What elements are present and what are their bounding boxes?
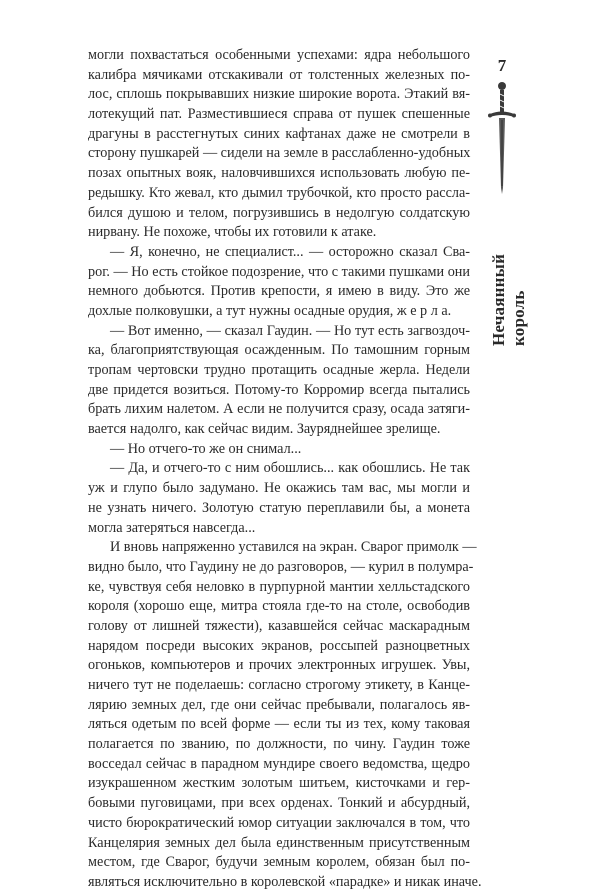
text-line: дохлые полковушки, а тут нужны осадные орудия, ж е р л а. [88, 302, 452, 319]
dagger-icon [487, 80, 517, 196]
page-number: 7 [497, 56, 507, 75]
running-title: Нечаянный король [489, 253, 528, 346]
text-line: видно было, что Гаудину не до разговоров, — курил в полумра- [88, 558, 474, 575]
text-line: короля (хорошо еще, митра стояла где-то на столе, освободив [88, 598, 470, 615]
text-line: — Но отчего-то же он снимал... [110, 440, 302, 457]
text-line: голову от лишней тяжести), казавшейся сейчас маскарадным [88, 617, 470, 634]
text-line: могли похвастаться особенными успехами: ядра небольшого [88, 47, 470, 63]
text-line: являться исключительно в королевской «парадке» и никак иначе. [88, 873, 482, 890]
text-line: бился душою и телом, погрузившись в недолгую солдатскую [88, 204, 470, 221]
text-line: сторону пушкарей — сидели на земле в расслабленно-удобных [88, 145, 471, 162]
text-line: И вновь напряженно уставился на экран. Сварог примолк — [110, 539, 477, 556]
text-line: ке, чувствуя себя неловко в пурпурной мантии хелльстадского [88, 578, 470, 595]
text-line: ка, благоприятствующая осажденным. По тамошним горным [88, 342, 470, 359]
text-line: — Я, конечно, не специалист... — осторожно сказал Сва- [110, 243, 470, 260]
text-line: не узнать ничего. Золотую статую переплавили бы, а монета [88, 499, 470, 516]
margin-header [481, 56, 528, 346]
text-line: ничего тут не поделаешь: согласно строгому этикету, в Канце- [88, 677, 470, 693]
text-line: лотекущий пат. Разместившиеся справа от пушек спешенные [88, 106, 470, 123]
text-line: огоньков, компьютеров и прочих электронных игрушек. Увы, [88, 657, 470, 674]
text-line: лос, сплошь покрывавших низкие широкие ворота. Этакий вя- [88, 86, 470, 103]
text-line: могла затеряться навсегда... [88, 519, 256, 536]
text-line: вается надолго, как сейчас видим. Зауряднейшее зрелище. [88, 421, 441, 438]
body-text [88, 46, 482, 893]
text-line: две придется возиться. Потому-то Корромир всегда пытались [88, 381, 470, 398]
text-line: — Да, и отчего-то с ним обошлись... как обошлись. Не так [110, 460, 470, 477]
text-line: местом, где Сварог, будучи земным королем, обязан был по- [88, 854, 470, 871]
text-line: уж и глупо было задумано. Не окажись там вас, мы могли и [88, 480, 470, 497]
text-line: позах опытных вояк, наловчившихся использовать любую пе- [88, 165, 470, 182]
text-line: бовыми пуговицами, при всех орденах. Тонкий и абсурдный, [88, 795, 470, 812]
text-line: тропам чертовски трудно протащить осадные жерла. Недели [88, 362, 470, 378]
text-line: калибра мячиками отскакивали от толстенных железных по- [88, 66, 470, 83]
text-line: чисто бюрократический юмор ситуации заключался в том, что [88, 814, 470, 831]
text-line: брать лихим налетом. А если не получится сразу, осада затяги- [88, 401, 470, 418]
text-line: драгуны в расстегнутых синих кафтанах даже не смотрели в [88, 125, 470, 142]
text-line: Канцелярия земных дел была единственным присутственным [88, 834, 470, 851]
text-line: восседал сейчас в парадном мундире своего ведомства, щедро [88, 755, 470, 772]
text-line: изукрашенном жестким золотым шитьем, кисточками и гер- [88, 775, 470, 792]
text-line: редышку. Кто жевал, кто дымил трубочкой, кто просто рассла- [88, 184, 470, 201]
text-line: рог. — Но есть стойкое подозрение, что с такими пушками они [88, 263, 470, 280]
text-line: нирвану. Не похоже, чтобы их готовили к атаке. [88, 224, 377, 241]
text-line: полагается по званию, по должности, по чину. Гаудин тоже [88, 736, 470, 753]
text-line: ляться одетым по всей форме — если ты из тех, кому таковая [88, 716, 470, 733]
text-line: нарядом посреди высоких экранов, россыпей разноцветных [88, 637, 470, 654]
text-line: лярию земных дел, где они сейчас пребывали, полагалось яв- [88, 696, 470, 713]
text-line: немного добьются. Против крепости, я имею в виду. Это же [88, 283, 470, 300]
text-line: — Вот именно, — сказал Гаудин. — Но тут есть загвоздоч- [110, 322, 470, 339]
